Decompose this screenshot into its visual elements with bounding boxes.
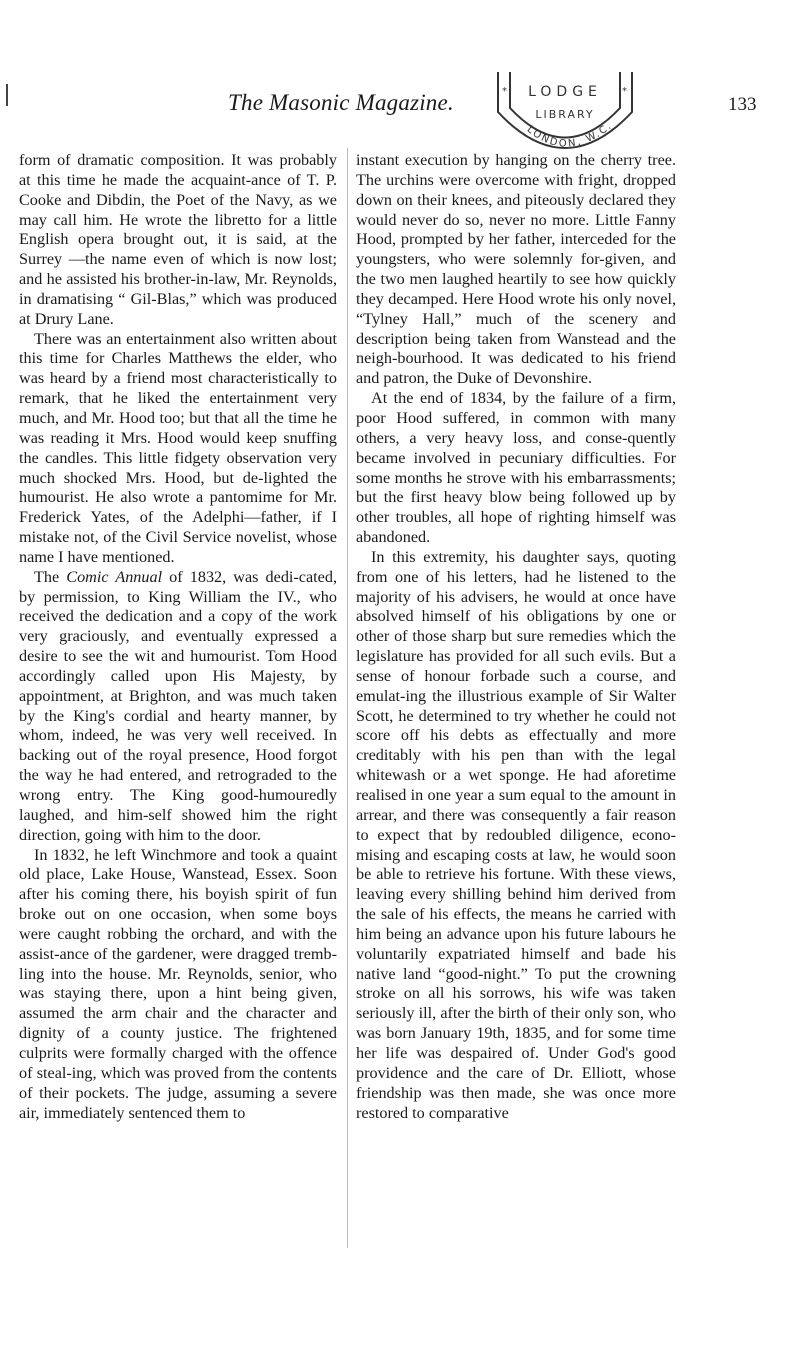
text-run: The <box>34 567 67 586</box>
stamp-line2: LIBRARY <box>535 108 595 121</box>
text-run: of 1832, was dedi-cated, by permission, to King William the IV., who received the dedication and a copy of the work very graciously, and eventually expressed a desire to see the wit and humourist. Tom Hood accordingly called upon His Majesty, by appointment, at Brighton, and was much taken by the King's cordial and hearty manner, by whom, indeed, he was very well received. In backing out of the royal presence, Hood forgot the way he had entered, and retrograded to the wrong entry. The King good-humouredly laughed, and him-self showed him the right direction, going with him to the door. <box>19 567 337 844</box>
right-column <box>356 151 676 1123</box>
stamp-star-left: * <box>502 86 507 97</box>
paragraph: form of dramatic composition. It was probably at this time he made the acquaint-ance of T. P. Cooke and Dibdin, the Poet of the Navy, as we may call him. He wrote the libretto for a little English opera brought out, it is said, at the Surrey —the name even of which is now lost; and he assisted his brother-in-law, Mr. Reynolds, in dramatising “ Gil-Blas,” which was produced at Drury Lane. <box>19 151 337 328</box>
column-divider <box>347 148 348 1248</box>
running-title: The Masonic Magazine. <box>228 90 454 115</box>
paragraph: At the end of 1834, by the failure of a firm, poor Hood suffered, in common with many others, a very heavy loss, and conse-quently became involved in pecuniary difficulties. For some months he strove with his embarrassments; but the first heavy blow being followed up by other troubles, all hope of righting himself was abandoned. <box>356 389 676 547</box>
paragraph: In this extremity, his daughter says, quoting from one of his letters, had he listened to the majority of his advisers, he would at once have absolved himself of his obligations by one or other of those sharp but sure remedies which the legislature has provided for all such evils. But a sense of honour forbade such a course, and emulat-ing the illustrious example of Sir Walter Scott, he determined to try whether he could not score off his debts as effectually and more creditably with his pen than with the legal whitewash or a wet sponge. He had aforetime realised in one year a sum equal to the amount in arrear, and there was consequently a fair reason to expect that by redoubled diligence, econo-mising and escaping costs at law, he would soon be able to retrieve his fortune. With these views, leaving every shilling behind him derived from the sale of his effects, the means he carried with him being an advance upon his future labours he voluntarily expatriated himself and bade his native land “good-night.” To put the crowning stroke on all his sorrows, his wife was taken seriously ill, after the birth of their only son, who was born January 19th, 1835, and for some time her life was despaired of. Under God's good providence and the care of Dr. Elliott, whose friendship was then made, she was once more restored to comparative <box>356 547 676 1122</box>
left-column <box>19 151 337 1123</box>
paragraph: There was an entertainment also written about this time for Charles Matthews the elder, who was heard by a friend most characteristically to remark, that he liked the entertainment very much, and Mr. Hood too; but that all the time he was reading it Mrs. Hood would keep snuffing the candles. This little fidgety observation very much shocked Mrs. Hood, but de-lighted the humourist. He also wrote a pantomime for Mr. Frederick Yates, of the Adelphi—father, if I mistake not, of the Civil Service novelist, whose name I have mentioned. <box>19 329 337 566</box>
page-header <box>0 0 800 150</box>
stamp-line1: LODGE <box>528 84 602 100</box>
stamp-arc-path: LONDON, W.C. <box>524 120 615 150</box>
stamp-star-right: * <box>622 86 627 97</box>
paragraph: instant execution by hanging on the cherry tree. The urchins were overcome with fright, dropped down on their knees, and piteously declared they would never do so, never no more. Little Fanny Hood, prompted by her father, interceded for the youngsters, who were solemnly for-given, and the two men laughed heartily to see how quickly they decamped. Here Hood wrote his only novel, “Tylney Hall,” much of the scenery and description being taken from Wanstead and the neigh-bourhood. It was dedicated to his friend and patron, the Duke of Devonshire. <box>356 151 676 388</box>
italic-title: Comic Annual <box>66 567 163 586</box>
paragraph <box>19 568 337 846</box>
paragraph: In 1832, he left Winchmore and took a quaint old place, Lake House, Wanstead, Essex. Soon after his coming there, his boyish spirit of fun broke out on one occasion, when some boys were caught robbing the orchard, and with the assist-ance of the gardener, were dragged tremb-ling into the house. Mr. Reynolds, senior, who was staying there, upon a hint being given, assumed the arm chair and the character and dignity of a county justice. The frightened culprits were formally charged with the offence of steal-ing, which was proved from the contents of their pockets. The judge, assuming a severe air, immediately sentenced them to <box>19 845 337 1122</box>
page-number: 133 <box>728 94 757 115</box>
